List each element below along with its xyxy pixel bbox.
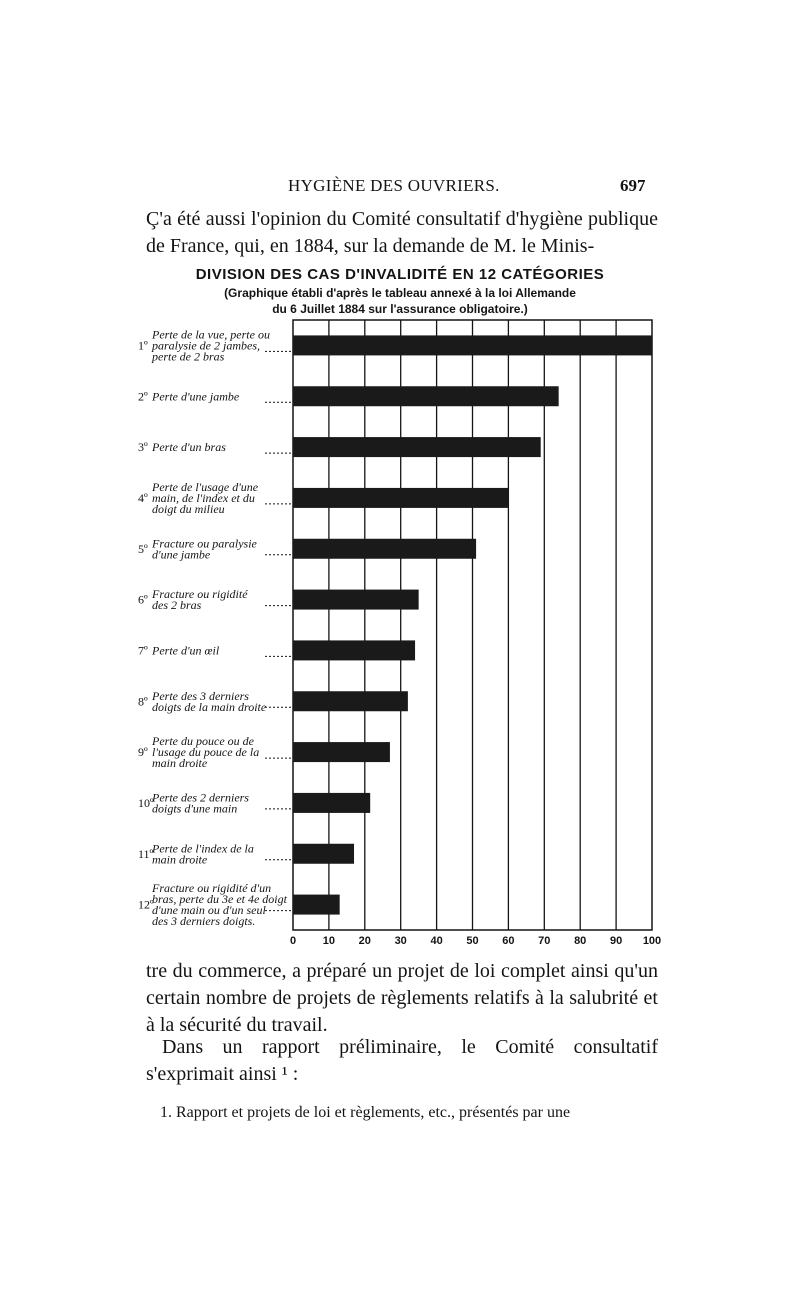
category-number: 2º: [138, 389, 148, 404]
category-number: 4º: [138, 490, 148, 505]
category-label: doigts de la main droite: [152, 699, 267, 714]
category-number: 9º: [138, 745, 148, 760]
x-tick-label: 20: [358, 935, 371, 947]
category-label: Fracture ou paralysie: [152, 536, 257, 551]
category-label: Perte du pouce ou de: [152, 734, 254, 749]
category-label: doigts d'une main: [152, 801, 238, 816]
category-number: 8º: [138, 694, 148, 709]
x-tick-label: 40: [430, 935, 443, 947]
x-tick-label: 60: [502, 935, 515, 947]
bar: [293, 895, 340, 915]
bar: [293, 335, 652, 355]
bar: [293, 437, 541, 457]
category-label: Perte d'un œil: [152, 643, 220, 658]
category-number: 7º: [138, 643, 148, 658]
category-label: l'usage du pouce de la: [152, 745, 260, 760]
category-label: des 2 bras: [152, 598, 202, 613]
bar: [293, 539, 476, 559]
chart-subtitle-2: du 6 Juillet 1884 sur l'assurance obligatoire.): [272, 302, 528, 316]
x-tick-label: 80: [574, 935, 587, 947]
x-tick-label: 70: [538, 935, 551, 947]
category-label: Fracture ou rigidité d'un: [152, 881, 272, 896]
page-number: 697: [620, 176, 646, 195]
category-label: Perte d'un bras: [152, 440, 226, 455]
bar: [293, 488, 508, 508]
category-number: 3º: [138, 440, 148, 455]
bar: [293, 691, 408, 711]
bar: [293, 844, 354, 864]
category-label: main, de l'index et du: [152, 490, 255, 505]
category-label: bras, perte du 3e et 4e doigt: [152, 892, 287, 907]
category-label: des 3 derniers doigts.: [152, 914, 256, 929]
category-number: 6º: [138, 592, 148, 607]
x-tick-label: 0: [289, 935, 297, 947]
x-tick-label: 30: [394, 935, 407, 947]
category-number: 1º: [138, 338, 148, 353]
category-label: d'une jambe: [152, 547, 211, 562]
bar: [293, 590, 419, 610]
x-tick-label: 10: [322, 935, 336, 947]
category-label: Perte des 3 derniers: [152, 688, 249, 703]
bar: [293, 386, 559, 406]
paragraph-top: Ç'a été aussi l'opinion du Comité consultatif d'hygiène publique de France, qui, en 1884, sur la demande de M. le Minis-: [146, 208, 658, 257]
category-label: main droite: [152, 852, 208, 867]
x-tick-label: 90: [609, 935, 623, 947]
category-number: 11º: [138, 846, 154, 861]
footnote: 1. Rapport et projets de loi et règlements, etc., présentés par une: [160, 1104, 571, 1121]
category-label: main droite: [152, 756, 208, 771]
bar: [293, 640, 415, 660]
category-number: 5º: [138, 541, 148, 556]
bar: [293, 742, 390, 762]
category-label: Perte de la vue, perte ou: [152, 327, 270, 342]
x-tick-label: 100: [642, 935, 662, 947]
chart-title: DIVISION DES CAS D'INVALIDITÉ EN 12 CATÉGORIES: [195, 266, 605, 283]
category-label: paralysie de 2 jambes,: [152, 338, 260, 353]
category-label: Perte de l'usage d'une: [152, 479, 259, 494]
chart-subtitle-1: (Graphique établi d'après le tableau annexé à la loi Allemande: [224, 286, 576, 300]
category-number: 10º: [138, 795, 154, 810]
paragraph-bottom-2: Dans un rapport préliminaire, le Comité consultatif s'exprimait ainsi ¹ :: [146, 1036, 658, 1085]
category-label: d'une main ou d'un seul: [152, 903, 266, 918]
category-number: 12º: [138, 897, 154, 912]
category-label: perte de 2 bras: [152, 349, 225, 364]
running-title: HYGIÈNE DES OUVRIERS.: [288, 176, 500, 195]
bar: [293, 793, 370, 813]
paragraph-bottom: tre du commerce, a préparé un projet de loi complet ainsi qu'un certain nombre de projets de règlements relatifs à la salubrité et à la sécurité du travail.: [146, 960, 658, 1036]
category-label: doigt du milieu: [152, 501, 225, 516]
category-label: Fracture ou rigidité: [152, 587, 248, 602]
category-label: Perte des 2 derniers: [152, 790, 249, 805]
x-tick-label: 50: [466, 935, 479, 947]
category-label: Perte de l'index de la: [152, 841, 254, 856]
category-label: Perte d'une jambe: [152, 389, 240, 404]
